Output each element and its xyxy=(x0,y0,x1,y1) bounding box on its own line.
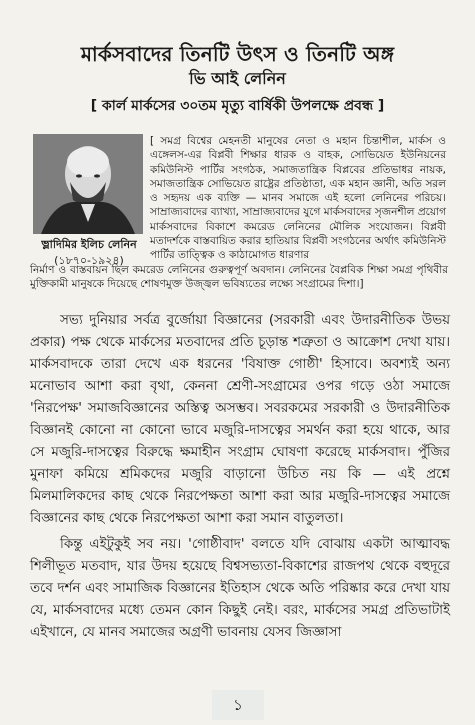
article-title: মার্কসবাদের তিনটি উৎস ও তিনটি অঙ্গ xyxy=(80,42,395,66)
lenin-portrait xyxy=(33,134,143,234)
intro-text-right: [ সমগ্র বিশ্বের মেহনতী মানুষের নেতা ও মহান চিন্তাশীল, মার্কস ও এঙ্গেলস-এর বিপ্লবী শিক্ষার ধারক ও বাহক, সোভিয়েত ইউনিয়নের কমিউনিস্ট পার্টির সংগঠক, সমাজতান্ত্রিক বিপ্লবের প্রতিভাধর নায়ক, সমাজতান্ত্রিক সোভিয়েত রাষ্ট্রের প্রতিষ্ঠাতা, এক মহান জ্ঞানী, অতি সরল ও সহৃদয় এক ব্যক্তি — মানব সমাজে এই হলো লেনিনের পরিচয়। সাম্রাজ্যবাদের ব্যাখ্যা, সাম্রাজ্যবাদের যুগে মার্কসবাদের সৃজনশীল প্রয়োগ মার্কসবাদের বিকাশে কমরেড লেনিনের মৌলিক সংযোজন। বিপ্লবী মতাদর্শকে বাস্তবায়িত করার হাতিয়ার বিপ্লবী সংগঠনের অর্থাৎ কমিউনিস্ট পার্টির তাত্ত্বিক ও কাঠামোগত ধারণার xyxy=(150,135,446,262)
portrait-caption-years: (১৮৭০-১৯২৪) xyxy=(54,254,124,267)
author-name: ভি আই লেনিন xyxy=(189,69,286,88)
portrait-illustration xyxy=(33,134,143,234)
article-subtitle: [ কার্ল মার্কসের ৩০তম মৃত্যু বার্ষিকী উপলক্ষে প্রবন্ধ ] xyxy=(90,98,385,114)
page-number: ১ xyxy=(212,690,264,720)
article-body xyxy=(30,310,450,644)
intro-text-bottom: নির্মাণ ও বাস্তবায়ন ছিল কমরেড লেনিনের গুরুত্বপূর্ণ অবদান। লেনিনের বৈপ্লবিক শিক্ষা সমগ্র পৃথিবীর মুক্তিকামী মানুষকে দিয়েছে শোষণমুক্ত উজ্জ্বল ভবিষ্যতের লক্ষ্যে সংগ্রামের দিশা।] xyxy=(30,264,448,291)
body-paragraph-2: কিন্তু এইটুকুই সব নয়। 'গোষ্ঠীবাদ' বলতে যদি বোঝায় একটা আত্মাবদ্ধ শিলীভূত মতবাদ, যার উদয় হয়েছে বিশ্বসভ্যতা-বিকাশের রাজপথ থেকে বহুদূরে তবে দর্শন এবং সামাজিক বিজ্ঞানের ইতিহাস থেকে অতি পরিষ্কার করে দেখা যায় যে, মার্কসবাদের মধ্যে তেমন কোন কিছুই নেই। বরং, মার্কসের সমগ্র প্রতিভাটাই এইখানে, যে মানব সমাজের অগ্রণী ভাবনায় যেসব জিজ্ঞাসা xyxy=(30,537,450,640)
body-paragraph-1: সভ্য দুনিয়ার সর্বত্র বুর্জোয়া বিজ্ঞানের (সরকারী এবং উদারনীতিক উভয় প্রকার) পক্ষ থেকে মার্কসের মতবাদের প্রতি চূড়ান্ত শত্রুতা ও আক্রোশ দেখা যায়। মার্কসবাদকে তারা দেখে এক ধরনের 'বিষাক্ত গোষ্ঠী' হিসাবে। অবশ্যই অন্য মনোভাব আশা করা বৃথা, কেননা শ্রেণী-সংগ্রামের ওপর গড়ে ওঠা সমাজে 'নিরপেক্ষ' সমাজবিজ্ঞানের অস্তিত্ব অসম্ভব। সবরকমের সরকারী ও উদারনীতিক বিজ্ঞানই কোনো না কোনো ভাবে মজুরি-দাসত্বের সমর্থন করা হয়ে থাকে, আর সে মজুরি-দাসত্বের বিরুদ্ধে ক্ষমাহীন সংগ্রাম ঘোষণা করেছে মার্কসবাদ। পুঁজির মুনাফা কমিয়ে শ্রমিকদের মজুরি বাড়ানো উচিত নয় কি — এই প্রশ্নে মিলমালিকদের কাছ থেকে নিরপেক্ষতা আশা করা আর মজুরি-দাসত্বের সমাজে বিজ্ঞানের কাছ থেকে নিরপেক্ষতা আশা করা সমান বাতুলতা। xyxy=(30,313,450,526)
portrait-caption-name: ভ্লাদিমির ইলিচ লেনিন xyxy=(41,238,137,251)
